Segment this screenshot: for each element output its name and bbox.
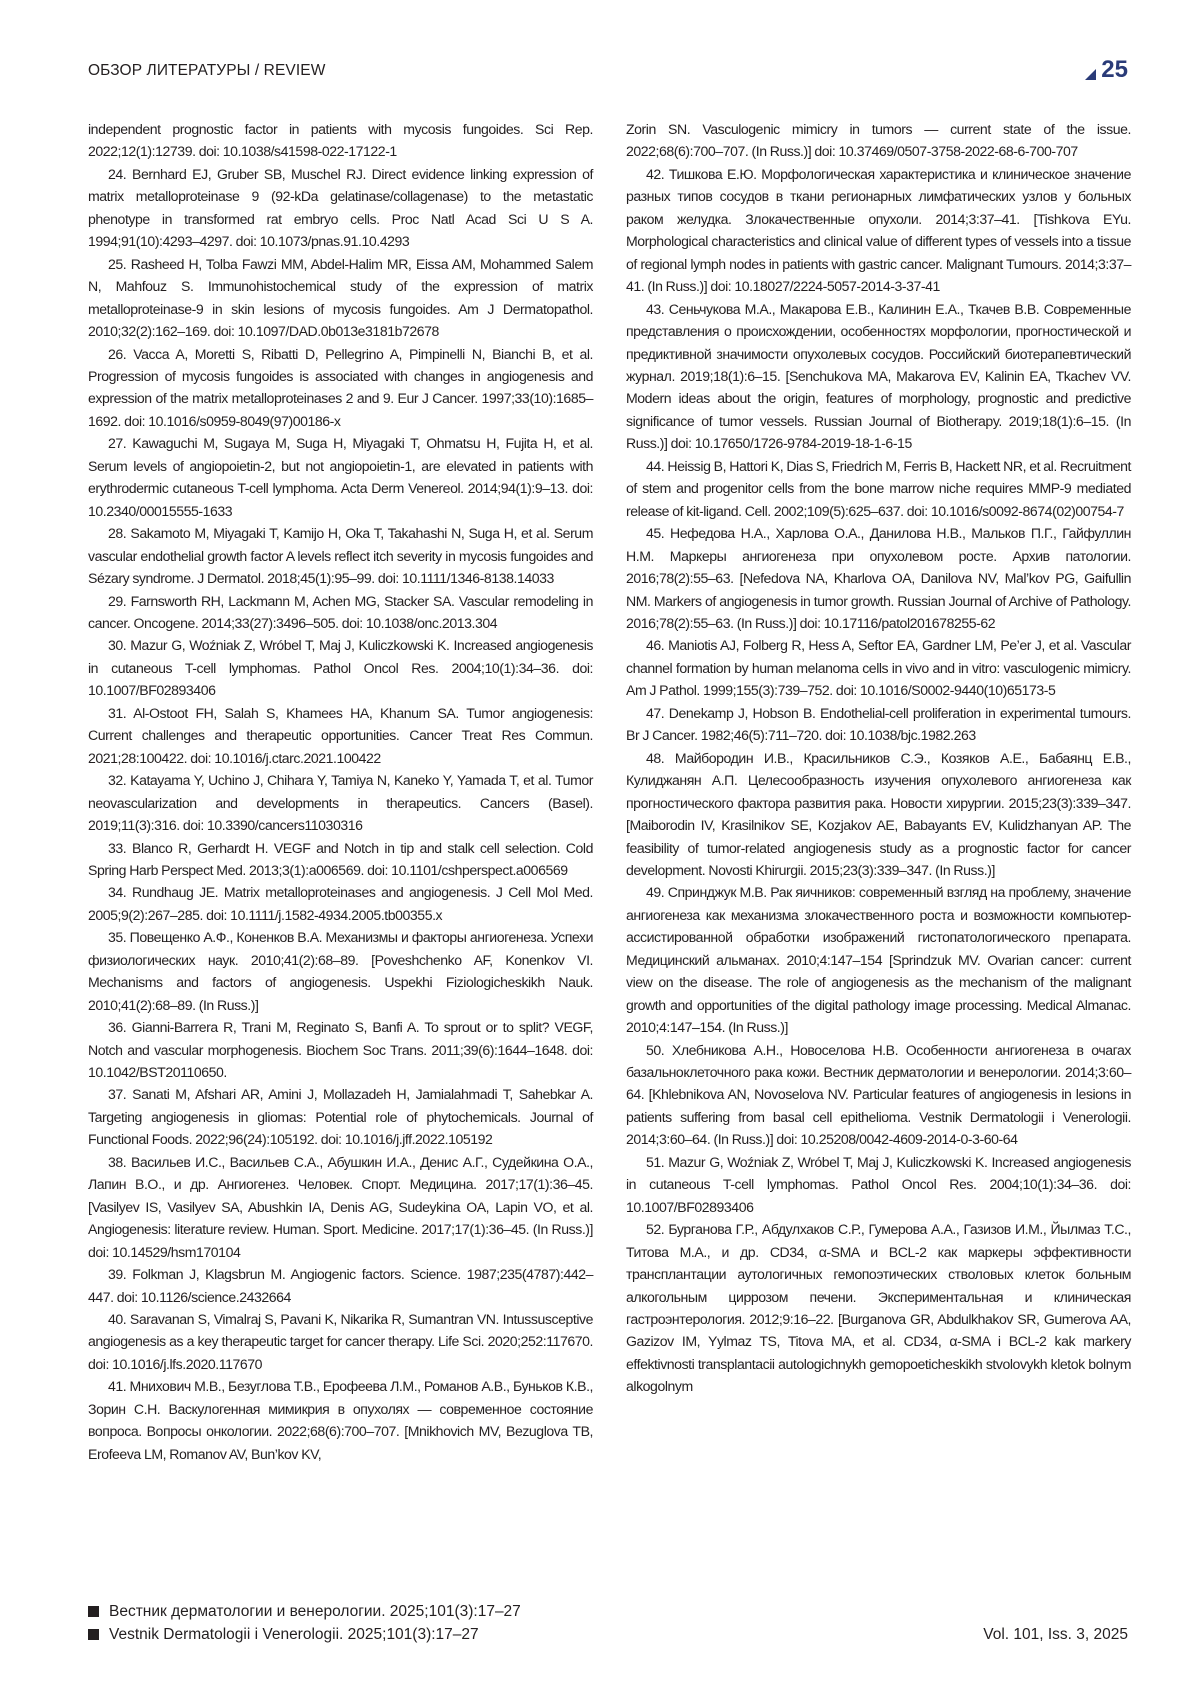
reference-item: 52. Бурганова Г.Р., Абдулхаков С.Р., Гумерова А.А., Газизов И.М., Йылмаз Т.С., Титова М.А., и др. CD34, α-SMA и BCL-2 как маркеры эффективности трансплантации аутологичных гемопоэтических стволовых клеток больным алкогольным циррозом печени. Экспериментальная и клиническая гастроэнтерология. 2012;9:16–22. [Burganova GR, Abdulkhakov SR, Gumerova AA, Gazizov IM, Yylmaz TS, Titova MA, et al. CD34, α-SMA i BCL-2 kak markery effektivnosti transplantacii autologichnykh gemopoeticheskikh stvolovykh kletok bolnym alkogolnym [626, 1221, 1131, 1395]
reference-item: 49. Спринджук М.В. Рак яичников: современный взгляд на проблему, значение ангиогенеза как механизма злокачественного роста и возможности компьютер-ассистированной обработки изображений гистопатологического препарата. Медицинский альманах. 2010;4:147–154 [Sprindzuk MV. Ovarian cancer: current view on the disease. The role of angiogenesis as the mechanism of the malignant growth and opportunities of the digital pathology image processing. Medical Almanac. 2010;4:147–154. (In Russ.)] [626, 884, 1131, 1036]
reference-item: 25. Rasheed H, Tolba Fawzi MM, Abdel-Halim MR, Eissa AM, Mohammed Salem N, Mahfouz S. Immunohistochemical study of the expression of matrix metalloproteinase-9 in skin lesions of mycosis fungoides. Am J Dermatopathol. 2010;32(2):162–169. doi: 10.1097/DAD.0b013e3181b72678 [88, 255, 593, 340]
reference-column-left [88, 118, 593, 1465]
reference-item: 45. Нефедова Н.А., Харлова О.А., Данилова Н.В., Мальков П.Г., Гайфуллин Н.М. Маркеры ангиогенеза при опухолевом росте. Архив патологии. 2016;78(2):55–63. [Nefedova NA, Kharlova OA, Danilova NV, Mal’kov PG, Gaifullin NM. Markers of angiogenesis in tumor growth. Russian Journal of Archive of Pathology. 2016;78(2):55–63. (In Russ.)] doi: 10.17116/patol201678255-62 [626, 525, 1131, 631]
footer-journal-ru [88, 1600, 1128, 1623]
square-bullet-icon [88, 1606, 99, 1617]
reference-continuation: Zorin SN. Vasculogenic mimicry in tumors — current state of the issue. 2022;68(6):700–707. (In Russ.)] doi: 10.37469/0507-3758-2022-68-6-700-707 [626, 121, 1131, 160]
page-footer [88, 1600, 1128, 1646]
reference-item: 28. Sakamoto M, Miyagaki T, Kamijo H, Oka T, Takahashi N, Suga H, et al. Serum vascular endothelial growth factor A levels reflect itch severity in mycosis fungoides and Sézary syndrome. J Dermatol. 2018;45(1):95–99. doi: 10.1111/1346-8138.14033 [88, 525, 593, 587]
reference-item: 41. Мнихович М.В., Безуглова Т.В., Ерофеева Л.М., Романов А.В., Буньков К.В., Зорин С.Н. Васкулогенная мимикрия в опухолях — современное состояние вопроса. Вопросы онкологии. 2022;68(6):700–707. [Mnikhovich MV, Bezuglova TB, Erofeeva LM, Romanov AV, Bun’kov KV, [88, 1378, 593, 1462]
reference-item: 32. Katayama Y, Uchino J, Chihara Y, Tamiya N, Kaneko Y, Yamada T, et al. Tumor neovascularization and developments in therapeutics. Cancers (Basel). 2019;11(3):316. doi: 10.3390/cancers11030316 [88, 772, 593, 834]
reference-item: 51. Mazur G, Woźniak Z, Wróbel T, Maj J, Kuliczkowski K. Increased angiogenesis in cutaneous T-cell lymphomas. Pathol Oncol Res. 2004;10(1):34–36. doi: 10.1007/BF02893406 [626, 1153, 1131, 1215]
reference-item: 46. Maniotis AJ, Folberg R, Hess A, Seftor EA, Gardner LM, Pe’er J, et al. Vascular channel formation by human melanoma cells in vivo and in vitro: vasculogenic mimicry. Am J Pathol. 1999;155(3):739–752. doi: 10.1016/S0002-9440(10)65173-5 [626, 637, 1131, 699]
reference-item: 48. Майбородин И.В., Красильников С.Э., Козяков А.Е., Бабаянц Е.В., Кулиджанян А.П. Целесообразность изучения опухолевого ангиогенеза как прогностического фактора развития рака. Новости хирургии. 2015;23(3):339–347. [Maiborodin IV, Krasilnikov SE, Kozjakov AE, Babayants EV, Kulidzhanyan AP. The feasibility of tumor-related angiogenesis study as a prognostic factor for cancer development. Novosti Khirurgii. 2015;23(3):339–347. (In Russ.)] [626, 749, 1131, 878]
footer-journal-en [88, 1623, 1128, 1646]
reference-item: 31. Al-Ostoot FH, Salah S, Khamees HA, Khanum SA. Tumor angiogenesis: Current challenges and therapeutic opportunities. Cancer Treat Res Commun. 2021;28:100422. doi: 10.1016/j.ctarc.2021.100422 [88, 704, 593, 766]
triangle-icon [1085, 69, 1096, 80]
reference-item: 42. Тишкова Е.Ю. Морфологическая характеристика и клиническое значение разных типов сосудов в ткани регионарных лимфатических узлов у больных раком желудка. Злокачественные опухоли. 2014;3:37–41. [Tishkova EYu. Morphological characteristics and clinical value of different types of vessels into a tissue of regional lymph nodes in patients with gastric cancer. Malignant Tumours. 2014;3:37–41. (In Russ.)] doi: 10.18027/2224-5057-2014-3-37-41 [626, 165, 1131, 295]
reference-item: 33. Blanco R, Gerhardt H. VEGF and Notch in tip and stalk cell selection. Cold Spring Harb Perspect Med. 2013;3(1):a006569. doi: 10.1101/cshperspect.a006569 [88, 839, 593, 878]
reference-item: 34. Rundhaug JE. Matrix metalloproteinases and angiogenesis. J Cell Mol Med. 2005;9(2):267–285. doi: 10.1111/j.1582-4934.2005.tb00355.x [88, 884, 593, 923]
reference-item: 24. Bernhard EJ, Gruber SB, Muschel RJ. Direct evidence linking expression of matrix metalloproteinase 9 (92-kDa gelatinase/collagenase) to the metastatic phenotype in transformed rat embryo cells. Proc Natl Acad Sci U S A. 1994;91(10):4293–4297. doi: 10.1073/pnas.91.10.4293 [88, 165, 593, 250]
reference-item: 50. Хлебникова А.Н., Новоселова Н.В. Особенности ангиогенеза в очагах базальноклеточного рака кожи. Вестник дерматологии и венерологии. 2014;3:60–64. [Khlebnikova AN, Novoselova NV. Particular features of angiogenesis in lesions in patients suffering from basal cell epithelioma. Vestnik Dermatologii i Venerologii. 2014;3:60–64. (In Russ.)] doi: 10.25208/0042-4609-2014-0-3-60-64 [626, 1041, 1131, 1148]
section-label: ОБЗОР ЛИТЕРАТУРЫ / REVIEW [88, 62, 326, 79]
reference-item: 47. Denekamp J, Hobson B. Endothelial-cell proliferation in experimental tumours. Br J Cancer. 1982;46(5):711–720. doi: 10.1038/bjc.1982.263 [626, 704, 1131, 744]
reference-item: 37. Sanati M, Afshari AR, Amini J, Mollazadeh H, Jamialahmadi T, Sahebkar A. Targeting angiogenesis in gliomas: Potential role of phytochemicals. Journal of Functional Foods. 2022;96(24):105192. doi: 10.1016/j.jff.2022.105192 [88, 1086, 593, 1148]
reference-column-right [626, 118, 1131, 1398]
square-bullet-icon [88, 1629, 99, 1640]
reference-item: 35. Повещенко А.Ф., Коненков В.А. Механизмы и факторы ангиогенеза. Успехи физиологических наук. 2010;41(2):68–89. [Poveshchenko AF, Konenkov VI. Mechanisms and factors of angiogenesis. Uspekhi Fiziologicheskikh Nauk. 2010;41(2):68–89. (In Russ.)] [88, 929, 593, 1013]
page-number-block [1085, 56, 1128, 84]
reference-item: 29. Farnsworth RH, Lackmann M, Achen MG, Stacker SA. Vascular remodeling in cancer. Oncogene. 2014;33(27):3496–505. doi: 10.1038/onc.2013.304 [88, 592, 593, 631]
journal-citation-ru: Вестник дерматологии и венерологии. 2025;101(3):17–27 [109, 1602, 521, 1620]
reference-item: 38. Васильев И.С., Васильев С.А., Абушкин И.А., Денис А.Г., Судейкина О.А., Лапин В.О., и др. Ангиогенез. Человек. Спорт. Медицина. 2017;17(1):36–45. [Vasilyev IS, Vasilyev SA, Abushkin IA, Denis AG, Sudeykina OA, Lapin VO, et al. Angiogenesis: literature review. Human. Sport. Medicine. 2017;17(1):36–45. (In Russ.)] doi: 10.14529/hsm170104 [88, 1153, 593, 1260]
reference-item: 44. Heissig B, Hattori K, Dias S, Friedrich M, Ferris B, Hackett NR, et al. Recruitment of stem and progenitor cells from the bone marrow niche requires MMP-9 mediated release of kit-ligand. Cell. 2002;109(5):625–637. doi: 10.1016/s0092-8674(02)00754-7 [626, 457, 1132, 519]
reference-continuation: independent prognostic factor in patients with mycosis fungoides. Sci Rep. 2022;12(1):12739. doi: 10.1038/s41598-022-17122-1 [88, 121, 593, 160]
page-header [88, 58, 1128, 88]
reference-item: 43. Сеньчукова М.А., Макарова Е.В., Калинин Е.А., Ткачев В.В. Современные представления о происхождении, особенностях морфологии, прогностической и предиктивной значимости опухолевых сосудов. Российский биотерапевтический журнал. 2019;18(1):6–15. [Senchukova MA, Makarova EV, Kalinin EA, Tkachev VV. Modern ideas about the origin, features of morphology, prognostic and predictive significance of tumor vessels. Russian Journal of Biotherapy. 2019;18(1):6–15. (In Russ.)] doi: 10.17650/1726-9784-2019-18-1-6-15 [626, 300, 1131, 452]
reference-item: 39. Folkman J, Klagsbrun M. Angiogenic factors. Science. 1987;235(4787):442–447. doi: 10.1126/science.2432664 [88, 1266, 593, 1305]
reference-item: 30. Mazur G, Woźniak Z, Wróbel T, Maj J, Kuliczkowski K. Increased angiogenesis in cutaneous T-cell lymphomas. Pathol Oncol Res. 2004;10(1):34–36. doi: 10.1007/BF02893406 [88, 637, 593, 699]
reference-item: 36. Gianni-Barrera R, Trani M, Reginato S, Banfi A. To sprout or to split? VEGF, Notch and vascular morphogenesis. Biochem Soc Trans. 2011;39(6):1644–1648. doi: 10.1042/BST20110650. [88, 1019, 593, 1081]
reference-item: 40. Saravanan S, Vimalraj S, Pavani K, Nikarika R, Sumantran VN. Intussusceptive angiogenesis as a key therapeutic target for cancer therapy. Life Sci. 2020;252:117670. doi: 10.1016/j.lfs.2020.117670 [88, 1311, 593, 1372]
reference-item: 27. Kawaguchi M, Sugaya M, Suga H, Miyagaki T, Ohmatsu H, Fujita H, et al. Serum levels of angiopoietin-2, but not angiopoietin-1, are elevated in patients with erythrodermic cutaneous T-cell lymphoma. Acta Derm Venereol. 2014;94(1):9–13. doi: 10.2340/00015555-1633 [88, 435, 593, 519]
volume-issue: Vol. 101, Iss. 3, 2025 [983, 1626, 1128, 1643]
page-number: 25 [1101, 56, 1128, 83]
reference-item: 26. Vacca A, Moretti S, Ribatti D, Pellegrino A, Pimpinelli N, Bianchi B, et al. Progression of mycosis fungoides is associated with changes in angiogenesis and expression of the matrix metalloproteinases 2 and 9. Eur J Cancer. 1997;33(10):1685–1692. doi: 10.1016/s0959-8049(97)00186-x [88, 345, 593, 429]
journal-citation-en: Vestnik Dermatologii i Venerologii. 2025;101(3):17–27 [109, 1625, 479, 1643]
